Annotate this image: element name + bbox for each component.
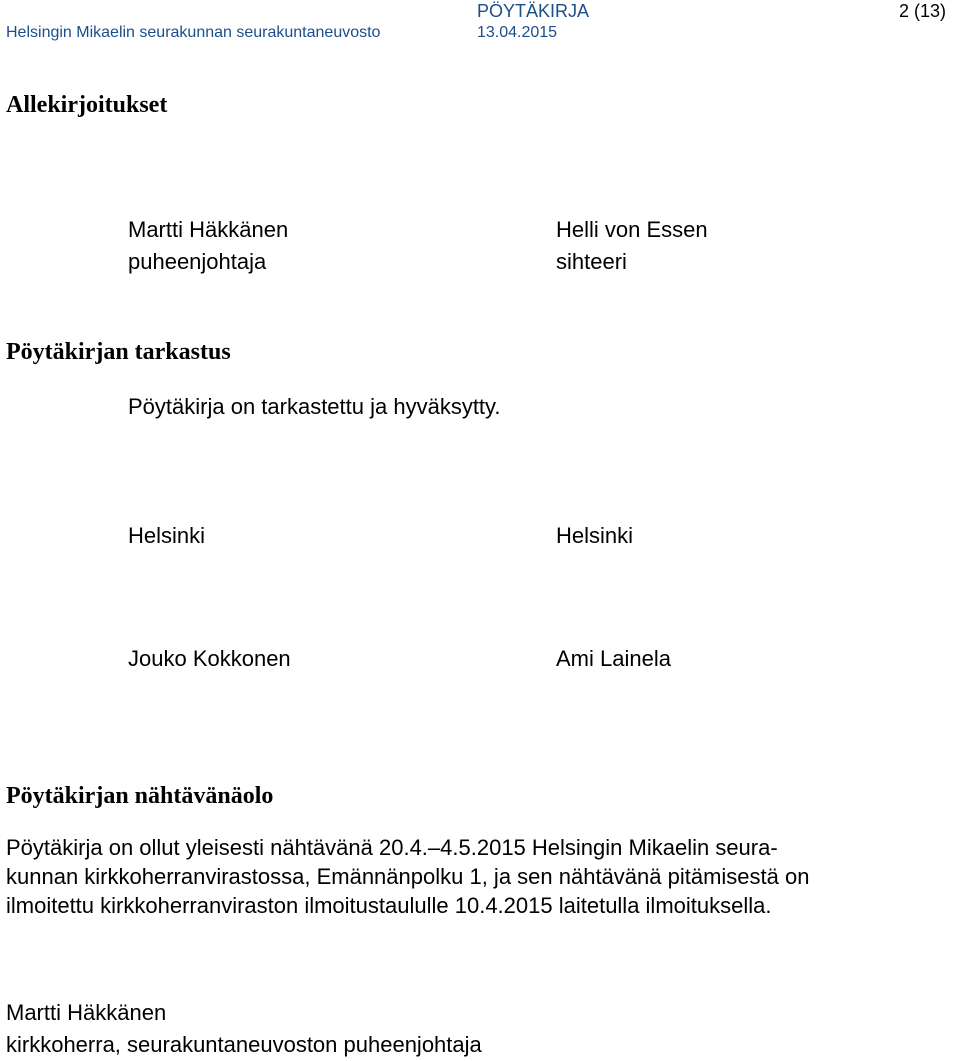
- display-heading: Pöytäkirjan nähtävänäolo: [6, 783, 274, 809]
- secretary-name: Helli von Essen: [556, 217, 708, 242]
- reviewer-right-place: Helsinki: [556, 523, 634, 548]
- document-type: PÖYTÄKIRJA: [477, 1, 590, 21]
- reviewer-left-place: Helsinki: [128, 523, 206, 548]
- review-statement: Pöytäkirja on tarkastettu ja hyväksytty.: [128, 394, 501, 419]
- display-paragraph: [6, 833, 956, 920]
- footer-name: Martti Häkkänen: [6, 1000, 167, 1025]
- signatures-heading: Allekirjoitukset: [6, 92, 168, 118]
- display-line: Pöytäkirja on ollut yleisesti nähtävänä 20.4.–4.5.2015 Helsingin Mikaelin seura-: [6, 835, 778, 860]
- document-date: 13.04.2015: [477, 24, 558, 41]
- page-header: [0, 0, 960, 48]
- reviewer-right-name: Ami Lainela: [556, 646, 671, 671]
- display-line: ilmoitettu kirkkoherranviraston ilmoitustaululle 10.4.2015 laitetulla ilmoituksella.: [6, 893, 772, 918]
- display-line: kunnan kirkkoherranvirastossa, Emännänpolku 1, ja sen nähtävänä pitämisestä on: [6, 864, 810, 889]
- chair-name: Martti Häkkänen: [128, 217, 289, 242]
- footer-title: kirkkoherra, seurakuntaneuvoston puheenjohtaja: [6, 1032, 482, 1057]
- page-number: 2 (13): [898, 1, 946, 21]
- reviewer-left-name: Jouko Kokkonen: [128, 646, 291, 671]
- secretary-role: sihteeri: [556, 249, 627, 274]
- chair-role: puheenjohtaja: [128, 249, 267, 274]
- organization-name: Helsingin Mikaelin seurakunnan seurakuntaneuvosto: [6, 24, 381, 41]
- review-heading: Pöytäkirjan tarkastus: [6, 339, 231, 365]
